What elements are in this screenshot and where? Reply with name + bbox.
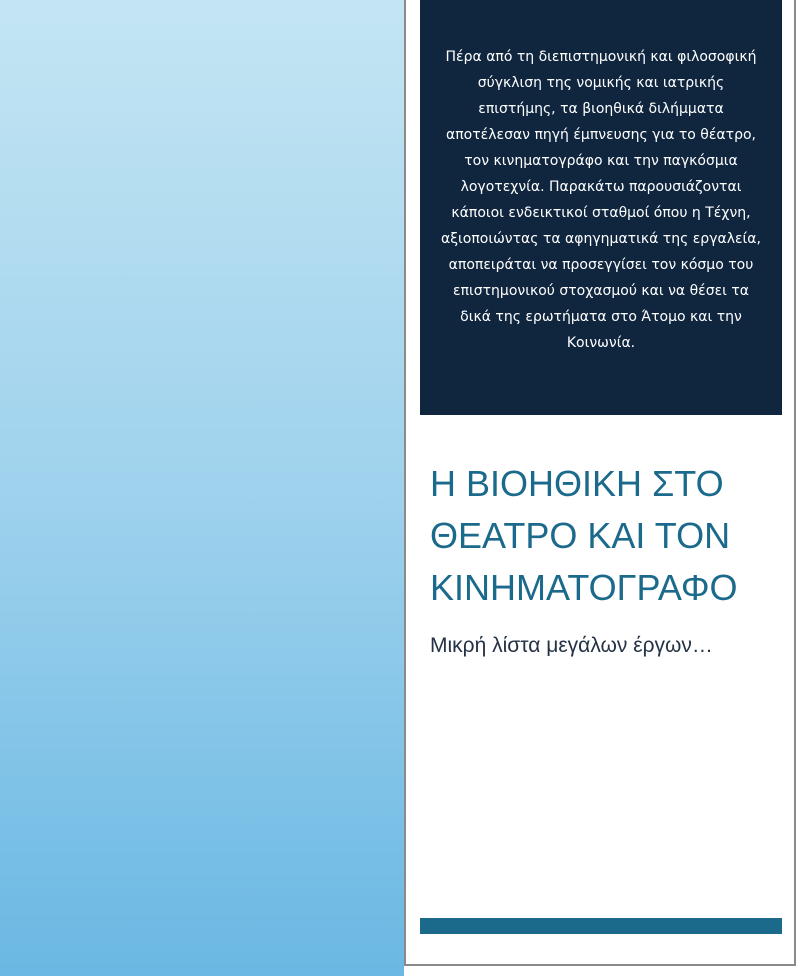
page-subtitle: Μικρή λίστα μεγάλων έργων… (430, 634, 713, 657)
intro-box (420, 0, 782, 415)
intro-text: Πέρα από τη διεπιστημονική και φιλοσοφική σύγκλιση της νομικής και ιατρικής επιστήμης, τα βιοηθικά διλήμματα αποτέλεσαν πηγή έμπνευσης για το θέατρο, τον κινηματογράφο και την παγκόσμια λογοτεχνία. Παρακάτω παρουσιάζονται κάποιοι ενδεικτικοί σταθμοί όπου η Τέχνη, αξιοποιώντας τα αφηγηματικά της εργαλεία, αποπειράται να προσεγγίσει τον κόσμο του επιστημονικού στοχασμού και να θέσει τα δικά της ερωτήματα στο Άτομο και την Κοινωνία. (441, 49, 761, 351)
content-panel (404, 0, 796, 966)
accent-bar (420, 918, 782, 934)
page-title: Η ΒΙΟΗΘΙΚΗ ΣΤΟ ΘΕΑΤΡΟ ΚΑΙ ΤΟΝ ΚΙΝΗΜΑΤΟΓΡΑΦΟ (430, 463, 738, 608)
